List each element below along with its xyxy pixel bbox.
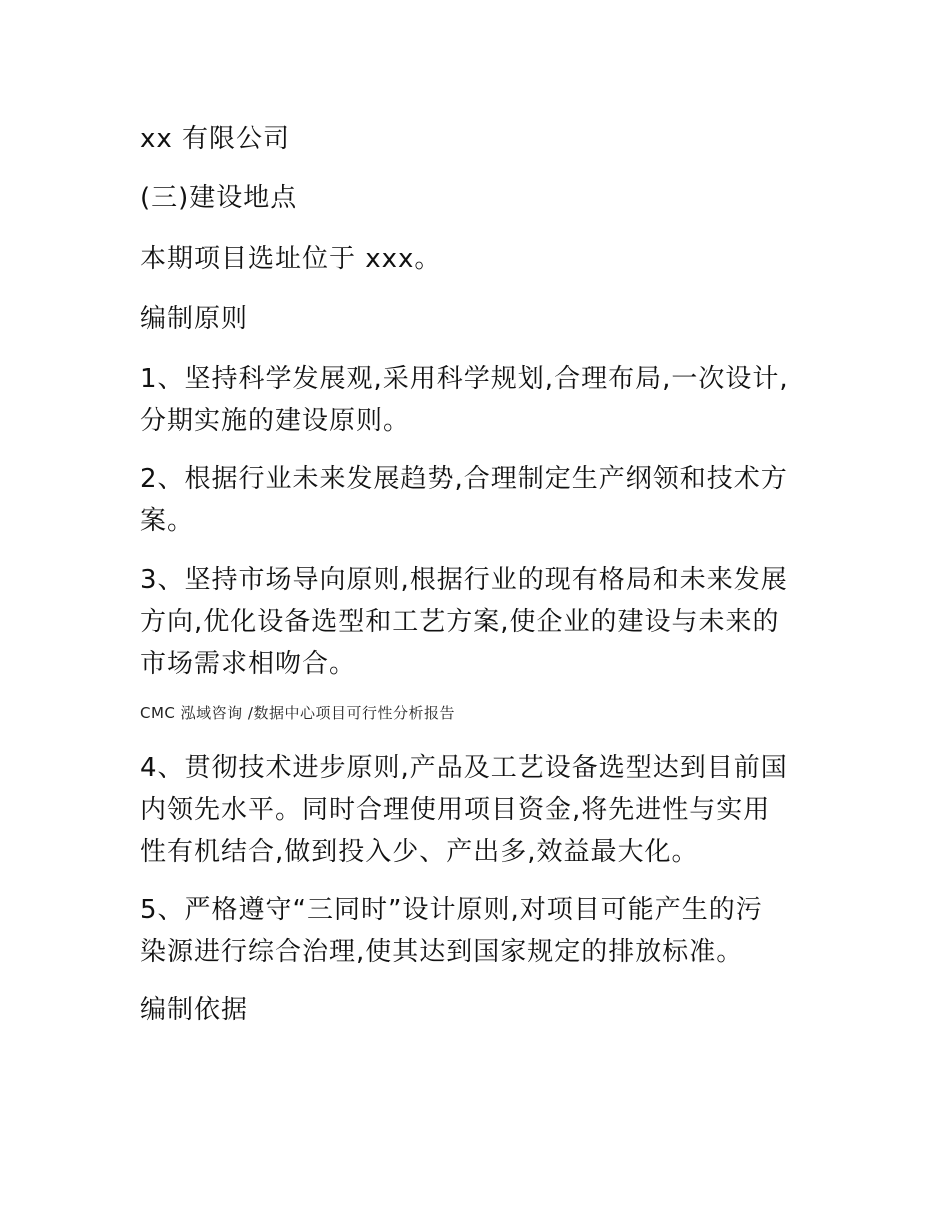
company-name: xx 有限公司	[140, 124, 291, 154]
principle-item-4	[140, 747, 820, 873]
principle-line: 性有机结合,做到投入少、产出多,效益最大化。	[140, 837, 699, 867]
principle-item-5	[140, 889, 820, 973]
principle-line: 1、坚持科学发展观,采用科学规划,合理布局,一次设计,	[140, 364, 789, 394]
page-footer: CMC 泓域咨询 /数据中心项目可行性分析报告	[140, 704, 455, 722]
location-text: 本期项目选址位于 xxx。	[140, 244, 442, 274]
principle-item-1	[140, 358, 820, 442]
principle-line: 内领先水平。同时合理使用项目资金,将先进性与实用	[140, 795, 771, 825]
principle-line: 4、贯彻技术进步原则,产品及工艺设备选型达到目前国	[140, 753, 788, 783]
basis-heading: 编制依据	[140, 995, 249, 1025]
principle-line: 案。	[140, 506, 195, 536]
principle-item-3	[140, 559, 820, 685]
principle-line: 分期实施的建设原则。	[140, 406, 411, 436]
principle-item-2	[140, 458, 820, 542]
principle-line: 3、坚持市场导向原则,根据行业的现有格局和未来发展	[140, 565, 788, 595]
principle-line: 5、严格遵守“三同时”设计原则,对项目可能产生的污	[140, 895, 763, 925]
principle-line: 市场需求相吻合。	[140, 649, 357, 679]
principle-line: 2、根据行业未来发展趋势,合理制定生产纲领和技术方	[140, 464, 788, 494]
principles-heading: 编制原则	[140, 304, 249, 334]
principle-line: 染源进行综合治理,使其达到国家规定的排放标准。	[140, 937, 744, 967]
section-location-heading: (三)建设地点	[140, 183, 298, 213]
principle-line: 方向,优化设备选型和工艺方案,使企业的建设与未来的	[140, 607, 780, 637]
